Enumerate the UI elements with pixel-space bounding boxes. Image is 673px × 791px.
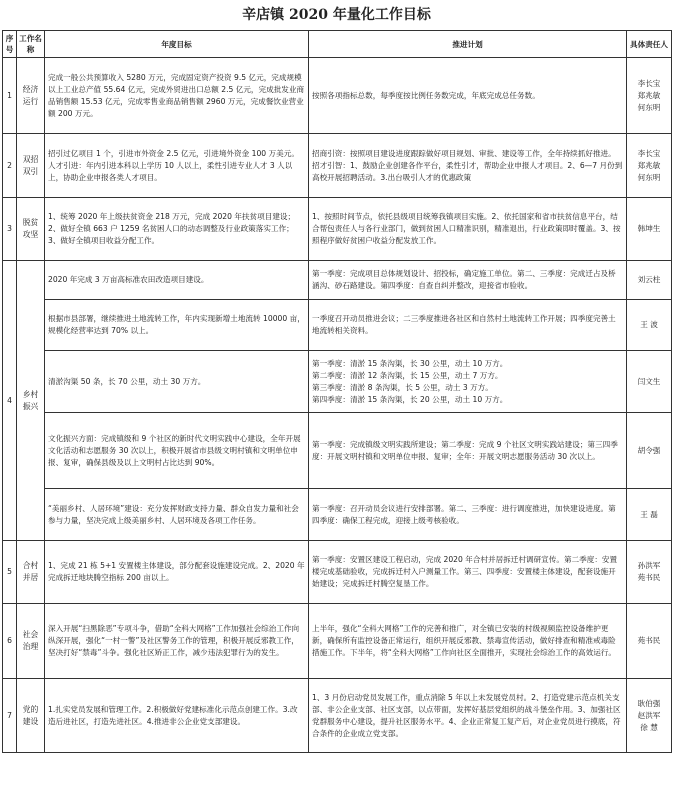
row-number: 2: [3, 134, 17, 198]
table-row: [3, 413, 672, 489]
category-cell: 党的建设: [17, 679, 45, 753]
plan-cell: 1、3 月份启动党员发展工作，重点消除 5 年以上未发展党员村。2、打造党建示范点机关支部、非公企业支部、社区支部，以点带面，发挥好基层党组织的战斗堡垒作用。3、加强社区党群服务中心建设，提升社区服务水平。4、企业正常复工复产后，对企业党员进行摸底，符合条件的企业成立党支部。: [309, 679, 627, 753]
plan-cell: 第一季度：完成镇级文明实践所建设；第二季度：完成 9 个社区文明实践站建设；第三四季度：开展文明村镇和文明单位申报、复审；全年：开展文明志愿服务活动 30 次以上。: [309, 413, 627, 489]
table-row: [3, 541, 672, 604]
goal-cell: 招引过亿项目 1 个，引进市外资金 2.5 亿元，引进境外资金 100 万美元。人才引进：年内引进本科以上学历 10 人以上，柔性引进专业人才 3 人以上，协助企业申报各类人才项目。: [45, 134, 309, 198]
targets-table: [2, 30, 672, 753]
plan-cell: 第一季度：召开动员会议进行安排部署。第二、三季度：进行调度推进，加快建设进度。第四季度：确保工程完成，迎接上级考核验收。: [309, 489, 627, 541]
responsible-cell: 王 磊: [627, 489, 672, 541]
plan-cell: 一季度召开动员推进会议；二三季度推进各社区和自然村土地流转工作开展；四季度完善土地流转相关资料。: [309, 300, 627, 351]
goal-cell: 根据市县部署，继续推进土地流转工作，年内实现新增土地流转 10000 亩，规模化经营率达到 70% 以上。: [45, 300, 309, 351]
responsible-cell: 李长宝 郑兆敏 何东明: [627, 134, 672, 198]
responsible-cell: 李长宝 郑兆敏 何东明: [627, 58, 672, 134]
goal-cell: 完成一般公共预算收入 5280 万元，完成固定资产投资 9.5 亿元，完成规模以上工业总产值 55.64 亿元，完成外贸进出口总额 2.5 亿元，完成批发业商品销售额 15.53 亿元，完成零售业商品销售额 2960 万元，完成餐饮业营业额 200 万元。: [45, 58, 309, 134]
row-number: 7: [3, 679, 17, 753]
responsible-cell: 韩坤生: [627, 198, 672, 261]
plan-cell: 第一季度：完成项目总体规划设计、招投标，确定施工单位。第二、三季度：完成迁占及桥涵沟、砂石路建设。第四季度：自查自纠并整改，迎接省市验收。: [309, 261, 627, 300]
goal-cell: 深入开展“扫黑除恶”专项斗争，借助“全科大网格”工作加强社会综治工作向纵深开展，强化“一村一警”及社区警务工作的管理，积极开展反邪教工作，坚决打好“禁毒”斗争。强化社区矫正工作，减少违法犯罪行为的发生。: [45, 604, 309, 679]
table-row: [3, 489, 672, 541]
table-row: [3, 198, 672, 261]
category-cell: 经济运行: [17, 58, 45, 134]
row-number: 1: [3, 58, 17, 134]
plan-cell: 按照各项指标总数，每季度按比例任务数完成，年底完成总任务数。: [309, 58, 627, 134]
row-number: 4: [3, 261, 17, 541]
header-category: 工作名称: [17, 31, 45, 58]
table-row: [3, 300, 672, 351]
goal-cell: 清淤沟渠 50 条，长 70 公里，动土 30 万方。: [45, 351, 309, 413]
category-cell: 乡村振兴: [17, 261, 45, 541]
goal-cell: 1、完成 21 栋 5+1 安置楼主体建设，部分配套设施建设完成。2、2020 年完成拆迁地块腾空指标 200 亩以上。: [45, 541, 309, 604]
goal-cell: 1、统筹 2020 年上级扶贫资金 218 万元，完成 2020 年扶贫项目建设；2、做好全镇 663 户 1259 名贫困人口的动态调整及行业政策落实工作；3、做好全镇项目收益分配工作。: [45, 198, 309, 261]
category-cell: 合村并居: [17, 541, 45, 604]
category-cell: 社会治理: [17, 604, 45, 679]
header-responsible: 具体责任人: [627, 31, 672, 58]
plan-cell: 上半年，强化“全科大网格”工作的完善和推广，对全镇已安装的村级视频监控设备维护更新，确保所有监控设备正常运行，组织开展反邪教、禁毒宣传活动，做好排查和精准戒毒险措施工作。下半年，将“全科大网格”工作向社区全面推开，实现社会综治工作的高效运行。: [309, 604, 627, 679]
row-number: 5: [3, 541, 17, 604]
responsible-cell: 闫文生: [627, 351, 672, 413]
responsible-cell: 王 波: [627, 300, 672, 351]
table-row: [3, 351, 672, 413]
page-title: 辛店镇 2020 年量化工作目标: [242, 7, 431, 23]
category-cell: 脱贫攻坚: [17, 198, 45, 261]
table-row: [3, 679, 672, 753]
goal-cell: 2020 年完成 3 万亩高标准农田改造项目建设。: [45, 261, 309, 300]
table-row: [3, 604, 672, 679]
goal-cell: “美丽乡村、人居环境”建设：充分发挥财政支持力量、群众自发力量和社会参与力量，坚决完成上级美丽乡村、人居环境及各项工作任务。: [45, 489, 309, 541]
goal-cell: 文化振兴方面：完成镇级和 9 个社区的新时代文明实践中心建设，全年开展文化活动和志愿服务 30 次以上，积极开展省市县级文明村镇和文明单位申报、复审，确保县级及以上文明村占比达到 90%。: [45, 413, 309, 489]
plan-cell: 1、按照时间节点，依托县级项目统筹我镇项目实施。2、依托国家和省市扶贫信息平台，结合帮包责任人与各行业部门，做到贫困人口精准识别，精准退出，行业政策即时覆盖。3、按照程序做好贫困户收益分配发放工作。: [309, 198, 627, 261]
plan-cell: 第一季度：安置区建设工程启动，完成 2020 年合村并居拆迁村调研宣传。第二季度：安置楼完成基础验收，完成拆迁村入户测量工作。第三、四季度：安置楼主体建设，配套设施开始建设；完成拆迁村腾空复垦工作。: [309, 541, 627, 604]
plan-cell: 招商引资：按照项目建设进度跟踪做好项目规划、审批、建设等工作，全年持续抓好推进。招才引智：1、鼓励企业创建各作平台，柔性引才，帮助企业申报人才项目。2、6—7 月份到高校开展招聘活动。3.出台吸引人才的优惠政策: [309, 134, 627, 198]
table-row: [3, 58, 672, 134]
responsible-cell: 刘云柱: [627, 261, 672, 300]
header-row: [3, 31, 672, 58]
table-row: [3, 134, 672, 198]
header-goal: 年度目标: [45, 31, 309, 58]
category-cell: 双招双引: [17, 134, 45, 198]
goal-cell: 1.扎实党员发展和管理工作。2.积极做好党建标准化示范点创建工作。3.改造后进社区，打造先进社区。4.推进非公企业党支部建设。: [45, 679, 309, 753]
row-number: 3: [3, 198, 17, 261]
table-row: [3, 261, 672, 300]
row-number: 6: [3, 604, 17, 679]
responsible-cell: 孙洪军 苑书民: [627, 541, 672, 604]
responsible-cell: 耿伯强 赵洪军 徐 慧: [627, 679, 672, 753]
header-plan: 推进计划: [309, 31, 627, 58]
header-no: 序号: [3, 31, 17, 58]
plan-cell: 第一季度：清淤 15 条沟渠，长 30 公里，动土 10 万方。 第二季度：清淤 12 条沟渠，长 15 公里，动土 7 万方。 第三季度：清淤 8 条沟渠，长 5 公里，动土 3 万方。 第四季度：清淤 15 条沟渠，长 20 公里，动土 10 万方。: [309, 351, 627, 413]
responsible-cell: 苑书民: [627, 604, 672, 679]
responsible-cell: 胡令强: [627, 413, 672, 489]
